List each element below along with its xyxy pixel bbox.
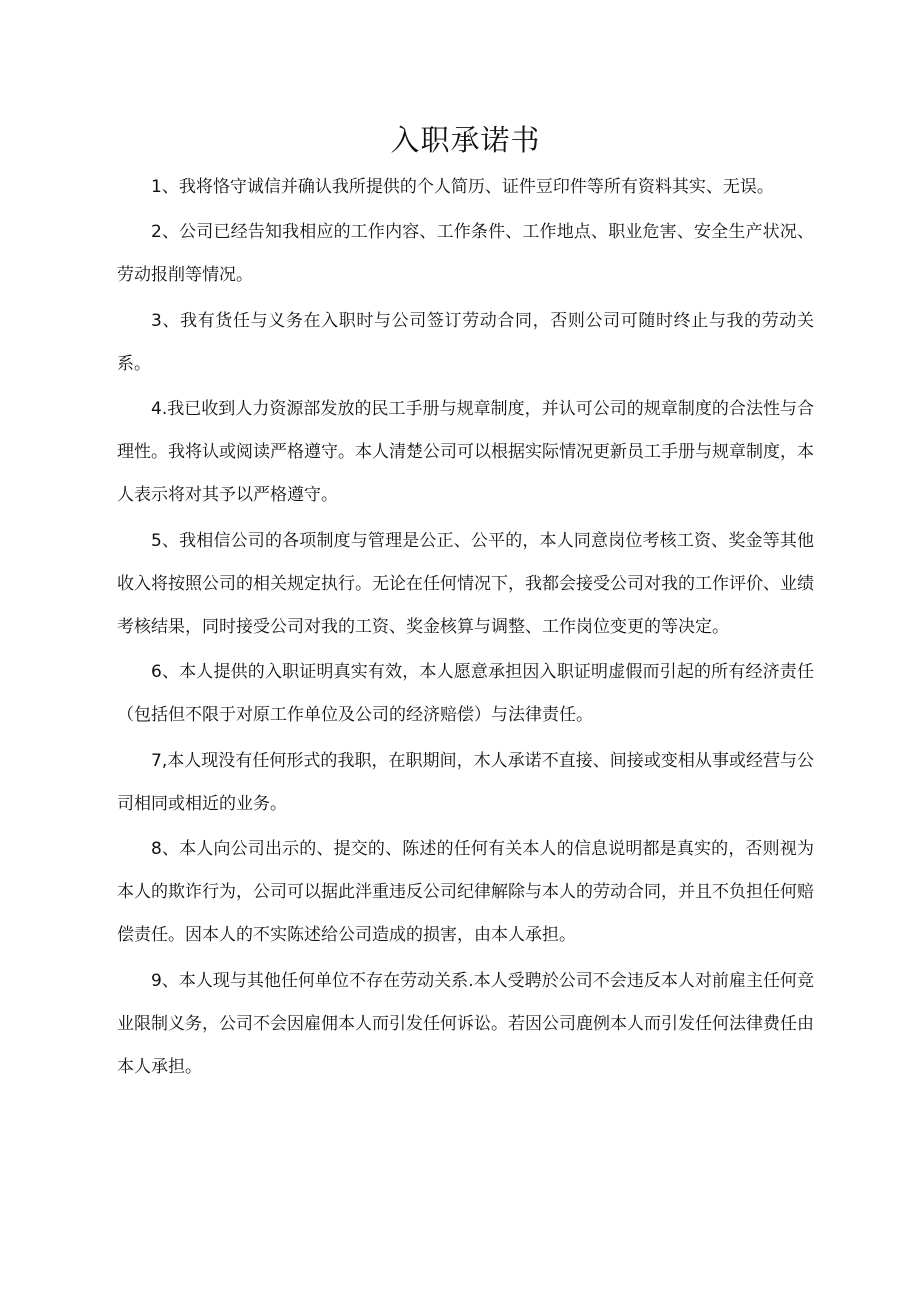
clause-4: 4.我已收到人力资源部发放的民工手册与规章制度，并认可公司的规章制度的合法性与合理性。我将认或阅读严格遵守。本人清楚公司可以根据实际情况更新员工手册与规章制度，本人表示将对其予以严格遵守。 [117,399,814,506]
clause-7: 7,本人现没有任何形式的我职，在职期间，木人承诺不直接、间接或变相从事或经营与公司相同或相近的业务。 [117,750,814,814]
clause-3: 3、我有货任与义务在入职时与公司签订劳动合同，否则公司可随时终止与我的劳动关系。 [117,310,814,374]
clause-5: 5、我相信公司的各项制度与管理是公正、公平的，本人同意岗位考核工资、奖金等其他收入将按照公司的相关规定执行。无论在任何情况下，我都会接受公司对我的工作评价、业绩考核结果，同时接受公司对我的工资、奖金核算与调整、工作岗位变更的等决定。 [117,530,814,638]
clause-8: 8、本人向公司出示的、提交的、陈述的任何有关本人的信息说明都是真实的，否则视为本人的欺诈行为，公司可以据此泮重违反公司纪律解除与本人的劳动合同，并且不负担任何赔偿责任。因本人的不实陈述给公司造成的损害，由本人承担。 [117,839,814,946]
clause-9: 9、本人现与其他任何单位不存在劳动关系.本人受聘於公司不会违反本人对前雇主任何竞业限制义务，公司不会因雇佣本人而引发任何诉讼。若因公司鹿例本人而引发任何法律费任由本人承担。 [117,970,814,1078]
clause-1: 1、我将恪守诚信并确认我所提供的个人简历、证件豆印件等所有资料其实、无误。 [151,177,774,197]
clause-2: 2、公司已经告知我相应的工作内容、工作条件、工作地点、职业危害、安全生产状况、劳动报削等情况。 [117,222,814,286]
clause-6: 6、本人提供的入职证明真实有效，本人愿意承担因入职证明虚假而引起的所有经济责任（包括但不限于对原工作单位及公司的经济赔偿）与法律责任。 [117,662,814,726]
document-page [117,118,814,1091]
clause-list [117,166,814,1089]
document-title: 入职承诺书 [390,123,541,157]
